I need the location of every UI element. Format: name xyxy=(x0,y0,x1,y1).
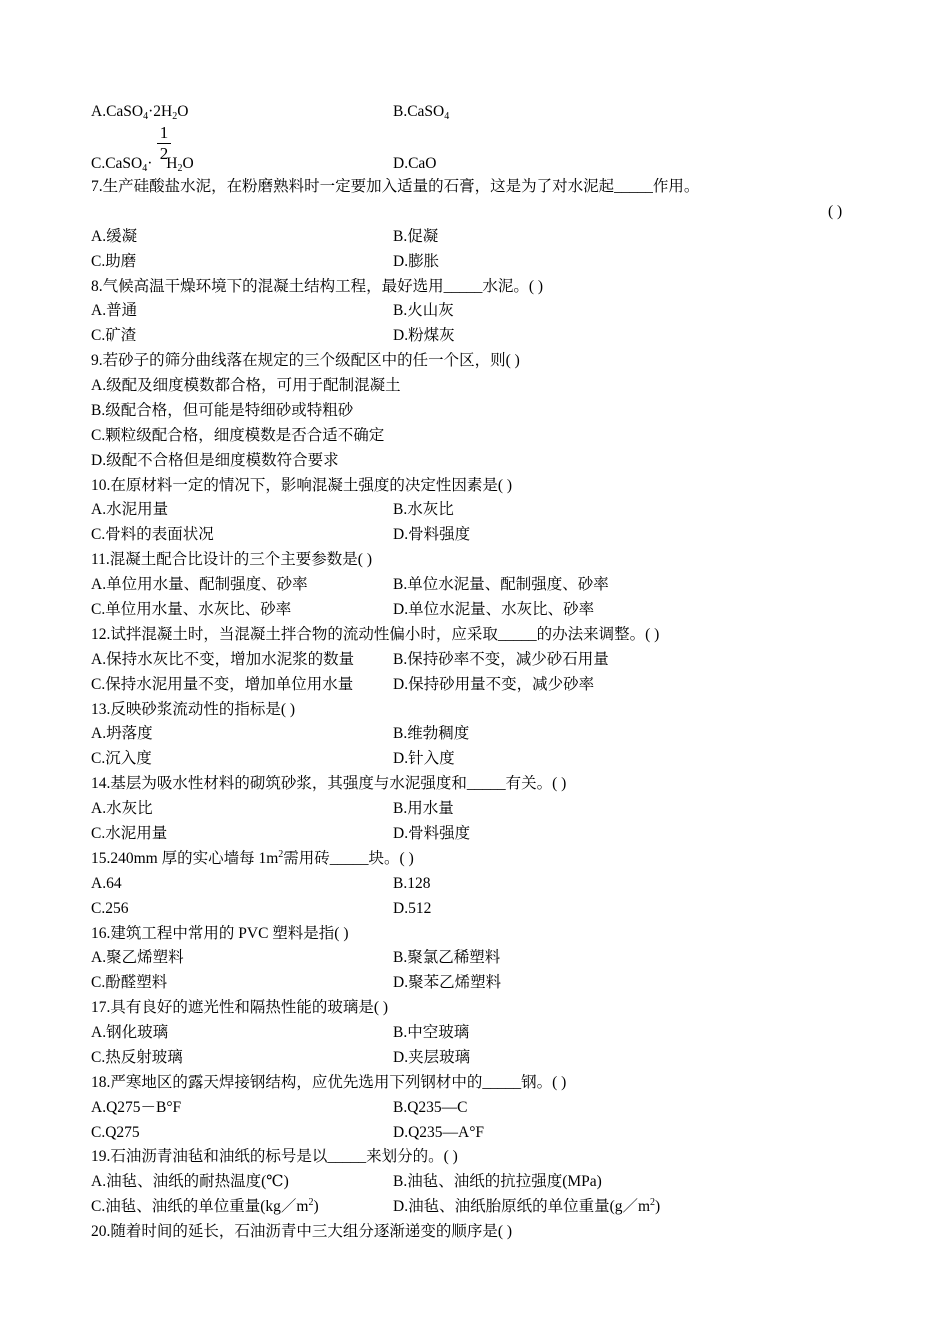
q12-stem: 12.试拌混凝土时，当混凝土拌合物的流动性偏小时，应采取_____的办法来调整。( ) xyxy=(91,626,660,643)
q18-stem: 18.严寒地区的露天焊接钢结构，应优先选用下列钢材中的_____钢。( ) xyxy=(91,1074,567,1091)
q15-option-c: C.256 xyxy=(91,900,129,917)
q10-option-a: A.水泥用量 xyxy=(91,501,169,518)
q10-option-d: D.骨料强度 xyxy=(393,526,471,543)
q17-stem: 17.具有良好的遮光性和隔热性能的玻璃是( ) xyxy=(91,999,389,1016)
q12-option-a: A.保持水灰比不变，增加水泥浆的数量 xyxy=(91,651,355,668)
q11-stem: 11.混凝土配合比设计的三个主要参数是( ) xyxy=(91,551,372,568)
q9-option-c: C.颗粒级配合格，细度模数是否合适不确定 xyxy=(91,427,385,444)
q18-option-d: D.Q235—A°F xyxy=(393,1124,485,1141)
q13-option-d: D.针入度 xyxy=(393,750,455,767)
q14-option-b: B.用水量 xyxy=(393,800,454,817)
q7-option-b: B.促凝 xyxy=(393,228,439,245)
q18-option-c: C.Q275 xyxy=(91,1124,140,1141)
q9-option-a: A.级配及细度模数都合格，可用于配制混凝土 xyxy=(91,377,401,394)
q15-stem: 15.240mm 厚的实心墙每 $1m^2$需用砖_____块。( ) xyxy=(91,849,414,867)
q11-option-d: D.单位水泥量、水灰比、砂率 xyxy=(393,601,595,618)
q12-option-b: B.保持砂率不变，减少砂石用量 xyxy=(393,651,609,668)
q17-option-a: A.钢化玻璃 xyxy=(91,1024,169,1041)
q14-option-a: A.水灰比 xyxy=(91,800,153,817)
q7-option-a: A.缓凝 xyxy=(91,228,138,245)
q9-option-d: D.级配不合格但是细度模数符合要求 xyxy=(91,452,339,469)
q7-option-d: D.膨胀 xyxy=(393,253,440,270)
q20-stem: 20.随着时间的延长，石油沥青中三大组分逐渐递变的顺序是( ) xyxy=(91,1223,513,1240)
q15-option-d: D.512 xyxy=(393,900,432,917)
q10-option-c: C.骨料的表面状况 xyxy=(91,526,214,543)
q11-option-a: A.单位用水量、配制强度、砂率 xyxy=(91,576,308,593)
q16-option-c: C.酚醛塑料 xyxy=(91,974,168,991)
q6-option-a: $A.CaSO_4\cdot 2H_2O$ xyxy=(91,103,189,122)
q8-option-a: A.普通 xyxy=(91,302,138,319)
q16-option-a: A.聚乙烯塑料 xyxy=(91,949,184,966)
q13-option-b: B.维勃稠度 xyxy=(393,725,470,742)
q8-stem: 8.气候高温干燥环境下的混凝土结构工程，最好选用_____水泥。( ) xyxy=(91,278,544,295)
q6-option-d: D.CaO xyxy=(393,155,437,172)
q17-option-b: B.中空玻璃 xyxy=(393,1024,470,1041)
q16-option-d: D.聚苯乙烯塑料 xyxy=(393,974,502,991)
q11-option-b: B.单位水泥量、配制强度、砂率 xyxy=(393,576,609,593)
q7-stem: 7.生产硅酸盐水泥，在粉磨熟料时一定要加入适量的石膏，这是为了对水泥起_____作用。 xyxy=(91,178,700,195)
q19-option-a: A.油毡、油纸的耐热温度(℃) xyxy=(91,1173,289,1190)
q10-option-b: B.水灰比 xyxy=(393,501,454,518)
q9-stem: 9.若砂子的筛分曲线落在规定的三个级配区中的任一个区，则( ) xyxy=(91,352,520,369)
q19-option-c: C.油毡、油纸的单位重量$(kg/m^2)$ xyxy=(91,1197,319,1215)
q18-option-b: B.Q235—C xyxy=(393,1099,468,1116)
q8-option-b: B.火山灰 xyxy=(393,302,454,319)
q12-option-c: C.保持水泥用量不变，增加单位用水量 xyxy=(91,676,354,693)
q15-option-a: A.64 xyxy=(91,875,122,892)
q10-stem: 10.在原材料一定的情况下，影响混凝土强度的决定性因素是( ) xyxy=(91,477,513,494)
q13-stem: 13.反映砂浆流动性的指标是( ) xyxy=(91,701,296,718)
q14-stem: 14.基层为吸水性材料的砌筑砂浆，其强度与水泥强度和_____有关。( ) xyxy=(91,775,567,792)
fraction-numerator: 1 xyxy=(159,123,169,142)
q8-option-c: C.矿渣 xyxy=(91,327,137,344)
q15-option-b: B.128 xyxy=(393,875,431,892)
q12-option-d: D.保持砂用量不变，减少砂率 xyxy=(393,676,595,693)
q13-option-a: A.坍落度 xyxy=(91,725,153,742)
q9-option-b: B.级配合格，但可能是特细砂或特粗砂 xyxy=(91,402,354,419)
q11-option-c: C.单位用水量、水灰比、砂率 xyxy=(91,601,292,618)
fraction-denominator: 2 xyxy=(159,144,169,163)
q19-option-b: B.油毡、油纸的抗拉强度(MPa) xyxy=(393,1173,602,1190)
q16-option-b: B.聚氯乙稀塑料 xyxy=(393,949,501,966)
q19-stem: 19.石油沥青油毡和油纸的标号是以_____来划分的。( ) xyxy=(91,1148,458,1165)
q7-option-c: C.助磨 xyxy=(91,253,137,270)
q8-option-d: D.粉煤灰 xyxy=(393,327,455,344)
q19-option-d: D.油毡、油纸胎原纸的单位重量$(g/m^2)$ xyxy=(393,1197,661,1215)
q16-stem: 16.建筑工程中常用的 PVC 塑料是指( ) xyxy=(91,925,349,942)
q17-option-c: C.热反射玻璃 xyxy=(91,1049,183,1066)
q7-answer-paren: ( ) xyxy=(828,203,843,220)
q13-option-c: C.沉入度 xyxy=(91,750,152,767)
q17-option-d: D.夹层玻璃 xyxy=(393,1049,471,1066)
q18-option-a: A.Q275－B°F xyxy=(91,1099,182,1116)
q6-option-c: C.CaSO$_4$· $H_2O$ xyxy=(91,155,194,174)
q14-option-c: C.水泥用量 xyxy=(91,825,168,842)
q6-option-b: B.CaSO$_4$ xyxy=(393,103,450,122)
q14-option-d: D.骨料强度 xyxy=(393,825,471,842)
